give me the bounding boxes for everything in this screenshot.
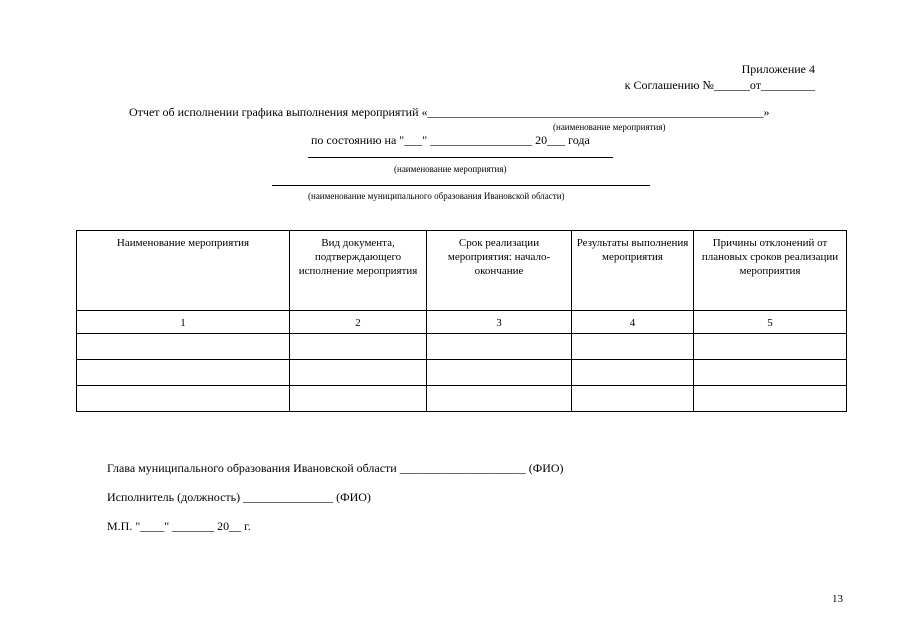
table-number-row — [77, 311, 847, 334]
table-header-row — [77, 231, 847, 311]
column-header-results: Результаты выполнения мероприятия — [572, 231, 694, 311]
event-name-line — [308, 157, 613, 158]
column-number: 4 — [572, 311, 694, 334]
report-title: Отчет об исполнении графика выполнения мероприятий «________________________________________________________» — [129, 105, 770, 119]
column-header-event-name: Наименование мероприятия — [77, 231, 290, 311]
table-cell — [694, 360, 847, 386]
agreement-reference: к Соглашению №______от_________ — [624, 78, 815, 92]
table-cell — [77, 360, 290, 386]
table-cell — [694, 386, 847, 412]
column-number: 2 — [290, 311, 427, 334]
table-cell — [290, 386, 427, 412]
table-row — [77, 386, 847, 412]
column-header-deadline: Срок реализации мероприятия: начало-окончание — [427, 231, 572, 311]
table-cell — [572, 334, 694, 360]
head-signature-line: Глава муниципального образования Ивановской области _____________________ (ФИО) — [107, 461, 564, 475]
table-row — [77, 334, 847, 360]
table-cell — [290, 360, 427, 386]
table-cell — [77, 334, 290, 360]
page-number: 13 — [832, 593, 843, 605]
table-cell — [290, 334, 427, 360]
report-table — [76, 230, 847, 412]
table-cell — [572, 360, 694, 386]
table-cell — [694, 334, 847, 360]
appendix-label: Приложение 4 — [741, 62, 815, 76]
table-cell — [427, 334, 572, 360]
column-number: 5 — [694, 311, 847, 334]
column-number: 1 — [77, 311, 290, 334]
caption-event-name-2: (наименование мероприятия) — [394, 164, 507, 174]
caption-event-name: (наименование мероприятия) — [553, 122, 666, 132]
report-date-line: по состоянию на "___" _________________ 20___ года — [311, 133, 590, 147]
column-header-deviation-reasons: Причины отклонений от плановых сроков реализации мероприятия — [694, 231, 847, 311]
column-number: 3 — [427, 311, 572, 334]
executor-signature-line: Исполнитель (должность) _______________ (ФИО) — [107, 490, 371, 504]
seal-date-line: М.П. "____" _______ 20__ г. — [107, 519, 251, 533]
table-cell — [427, 386, 572, 412]
caption-municipality: (наименование муниципального образования Ивановской области) — [308, 191, 565, 201]
table-cell — [77, 386, 290, 412]
table-row — [77, 360, 847, 386]
column-header-document-type: Вид документа, подтверждающего исполнение мероприятия — [290, 231, 427, 311]
table-cell — [572, 386, 694, 412]
table-cell — [427, 360, 572, 386]
municipality-name-line — [272, 185, 650, 186]
